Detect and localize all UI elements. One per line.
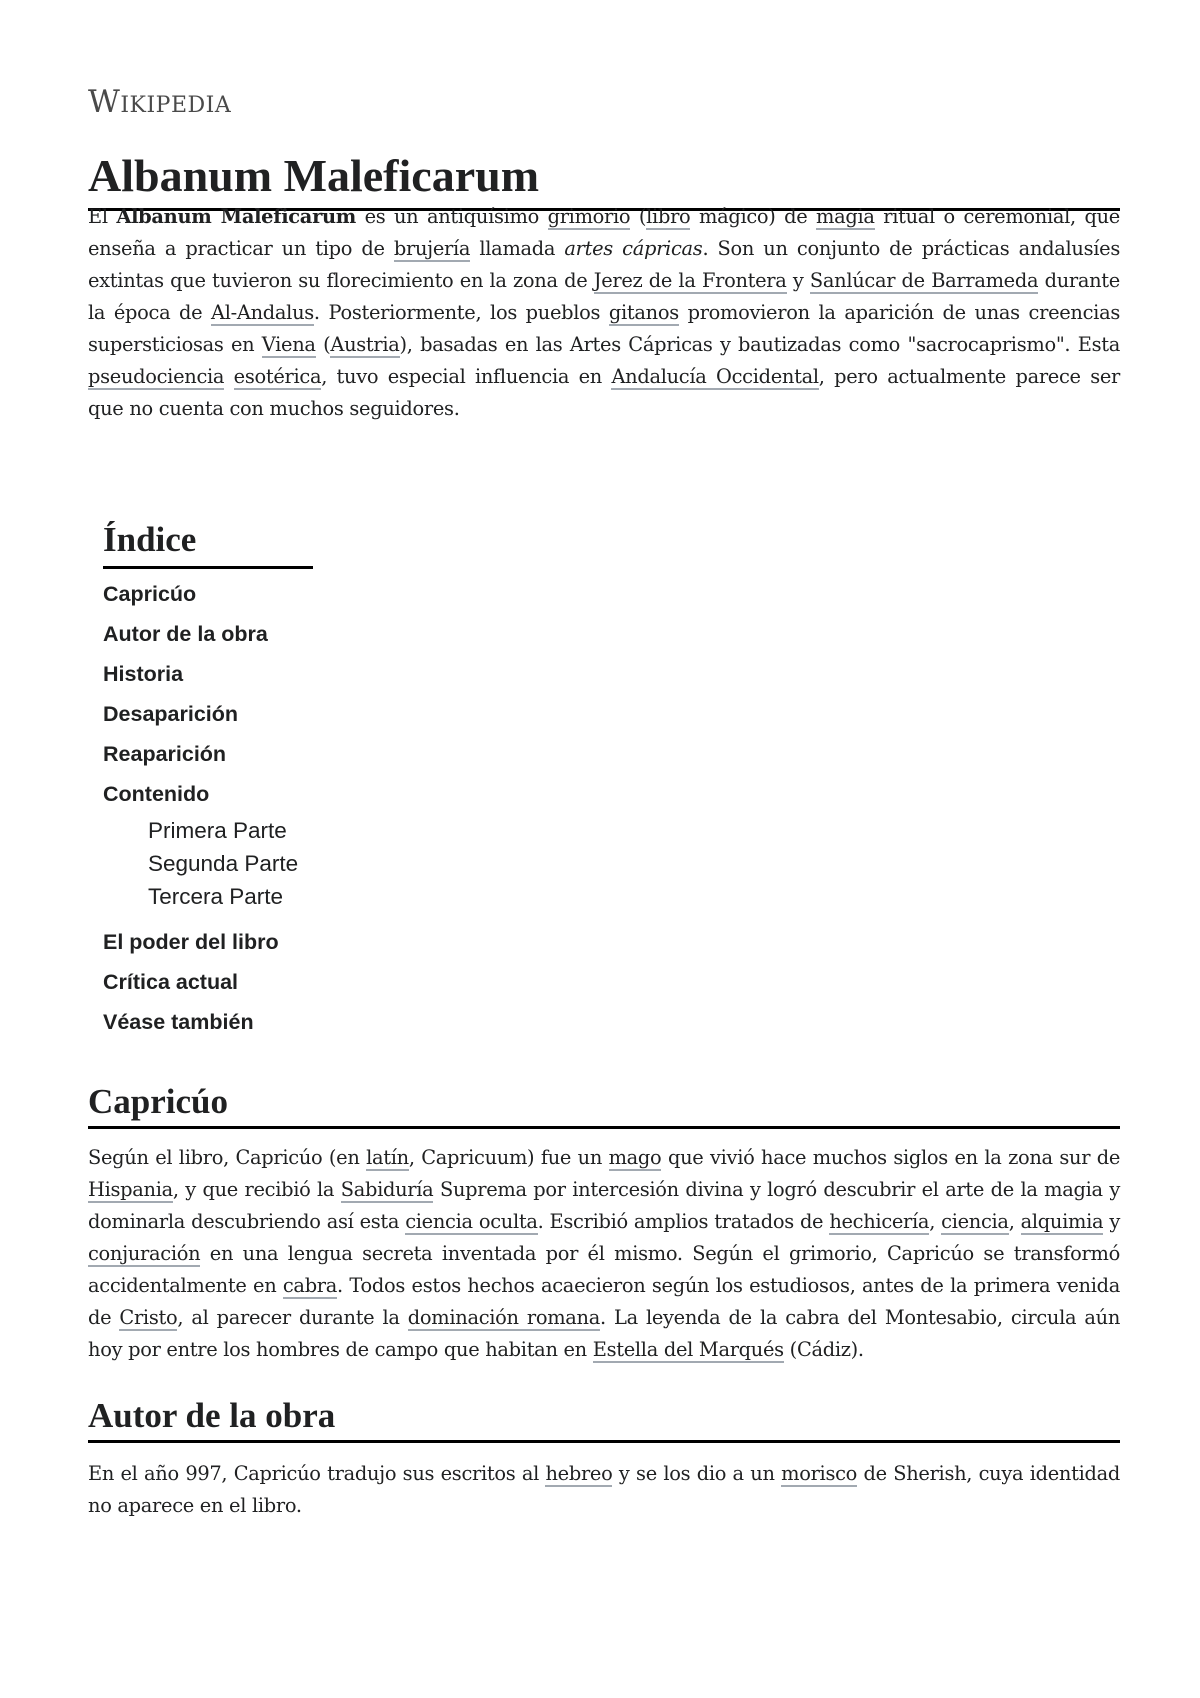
table-of-contents — [103, 516, 403, 1042]
text-run: y se los dio a un — [612, 1462, 782, 1485]
bold-text: Albanum Maleficarum — [116, 205, 356, 228]
text-run: Suprema por intercesión divina y logró descubrir el arte de la magia y dominarla descubriendo así esta — [88, 1178, 1120, 1233]
italic-text: artes cápricas — [564, 237, 703, 260]
toc-list — [103, 574, 403, 1042]
text-run — [224, 365, 233, 388]
text-run: El — [88, 205, 117, 228]
toc-item[interactable]: Desaparición — [103, 702, 239, 726]
text-run: que vivió hace muchos siglos en la zona sur de — [661, 1146, 1120, 1169]
inline-link[interactable]: hechicería — [829, 1210, 930, 1233]
text-run: (Cádiz). — [783, 1338, 864, 1361]
text-run: y — [1103, 1210, 1120, 1233]
inline-link[interactable]: mago — [608, 1146, 662, 1169]
toc-subitem[interactable]: Tercera Parte — [148, 884, 284, 909]
text-run: de Sherish, cuya identidad no aparece en el libro. — [88, 1462, 1120, 1517]
inline-link[interactable]: latín — [366, 1146, 409, 1169]
inline-link[interactable]: morisco — [781, 1462, 858, 1485]
toc-item[interactable]: El poder del libro — [103, 930, 279, 954]
text-run: en una lengua secreta inventada por él mismo. Según el grimorio, Capricúo se transformó accidentalmente en — [88, 1242, 1120, 1297]
toc-item[interactable]: Véase también — [103, 1010, 254, 1034]
inline-link[interactable]: Hispania — [88, 1178, 173, 1201]
inline-link[interactable]: cabra — [282, 1274, 338, 1297]
inline-link[interactable]: Viena — [261, 333, 316, 356]
text-run: En el año 997, Capricúo tradujo sus escritos al — [88, 1462, 546, 1485]
inline-link[interactable]: pseudociencia — [88, 365, 225, 388]
text-run: , Capricuum) fue un — [408, 1146, 609, 1169]
inline-link[interactable]: Jerez de la Frontera — [593, 269, 787, 292]
section-heading-autor: Autor de la obra — [88, 1394, 1120, 1443]
text-run: ( — [630, 205, 647, 228]
text-run: . La leyenda de la cabra del Montesabio, circula aún hoy por entre los hombres de campo que habitan en — [88, 1306, 1121, 1361]
section-paragraph-autor — [88, 1458, 1120, 1522]
toc-item[interactable]: Crítica actual — [103, 970, 239, 994]
toc-subitem[interactable]: Segunda Parte — [148, 851, 299, 876]
intro-paragraph — [88, 201, 1120, 425]
inline-link[interactable]: Al-Andalus — [211, 301, 314, 324]
inline-link[interactable]: Sabiduría — [340, 1178, 434, 1201]
text-run: , tuvo especial influencia en — [321, 365, 612, 388]
text-run: . Escribió amplios tratados de — [537, 1210, 830, 1233]
inline-link[interactable]: dominación romana — [407, 1306, 600, 1329]
toc-item[interactable]: Autor de la obra — [103, 622, 268, 646]
inline-link[interactable]: brujería — [393, 237, 471, 260]
toc-item[interactable]: Historia — [103, 662, 184, 686]
inline-link[interactable]: alquimia — [1020, 1210, 1104, 1233]
inline-link[interactable]: Austria — [330, 333, 400, 356]
text-run: , al parecer durante la — [177, 1306, 408, 1329]
inline-link[interactable]: Andalucía Occidental — [611, 365, 819, 388]
inline-link[interactable]: Sanlúcar de Barrameda — [809, 269, 1039, 292]
text-run: , y que recibió la — [172, 1178, 341, 1201]
wikipedia-logo[interactable]: Wikipedia — [88, 84, 232, 120]
toc-item[interactable]: Capricúo — [103, 582, 197, 606]
text-run: y — [786, 269, 810, 292]
text-run: , — [929, 1210, 942, 1233]
inline-link[interactable]: hebreo — [545, 1462, 613, 1485]
section-heading-capricuo: Capricúo — [88, 1080, 1120, 1129]
toc-heading: Índice — [103, 516, 313, 569]
inline-link[interactable]: Cristo — [119, 1306, 178, 1329]
inline-link[interactable]: conjuración — [88, 1242, 201, 1265]
text-run: mágico) de — [690, 205, 817, 228]
text-run: . Son un conjunto de prácticas andalusíes extintas que tuvieron su florecimiento en la zona de — [88, 237, 1120, 292]
toc-item[interactable]: Reaparición — [103, 742, 227, 766]
text-run: ritual o ceremonial, que enseña a practicar un tipo de — [88, 205, 1120, 260]
inline-link[interactable]: magia — [816, 205, 875, 228]
inline-link[interactable]: esotérica — [233, 365, 322, 388]
page-title: Albanum Maleficarum — [88, 146, 1120, 211]
text-run: ), basadas en las Artes Cápricas y bautizadas como "sacrocaprismo". Esta — [399, 333, 1120, 356]
text-run: . Todos estos hechos acaecieron según los estudiosos, antes de la primera venida de — [88, 1274, 1120, 1329]
inline-link[interactable]: libro — [646, 205, 691, 228]
inline-link[interactable]: Estella del Marqués — [592, 1338, 784, 1361]
text-run: durante la época de — [88, 269, 1120, 324]
inline-link[interactable]: gitanos — [608, 301, 679, 324]
toc-subitem[interactable]: Primera Parte — [148, 818, 287, 843]
inline-link[interactable]: grimorio — [547, 205, 631, 228]
text-run: llamada — [470, 237, 565, 260]
text-run: , pero actualmente parece ser que no cuenta con muchos seguidores. — [88, 365, 1120, 420]
text-run: ( — [315, 333, 331, 356]
text-run: , — [1008, 1210, 1021, 1233]
toc-item[interactable]: Contenido — [103, 782, 210, 806]
inline-link[interactable]: ciencia — [941, 1210, 1009, 1233]
text-run: promovieron la aparición de unas creencias supersticiosas en — [88, 301, 1120, 356]
inline-link[interactable]: ciencia oculta — [405, 1210, 538, 1233]
section-paragraph-capricuo — [88, 1142, 1120, 1366]
text-run: es un antiquísimo — [356, 205, 548, 228]
text-run: . Posteriormente, los pueblos — [313, 301, 609, 324]
text-run: Según el libro, Capricúo (en — [88, 1146, 367, 1169]
